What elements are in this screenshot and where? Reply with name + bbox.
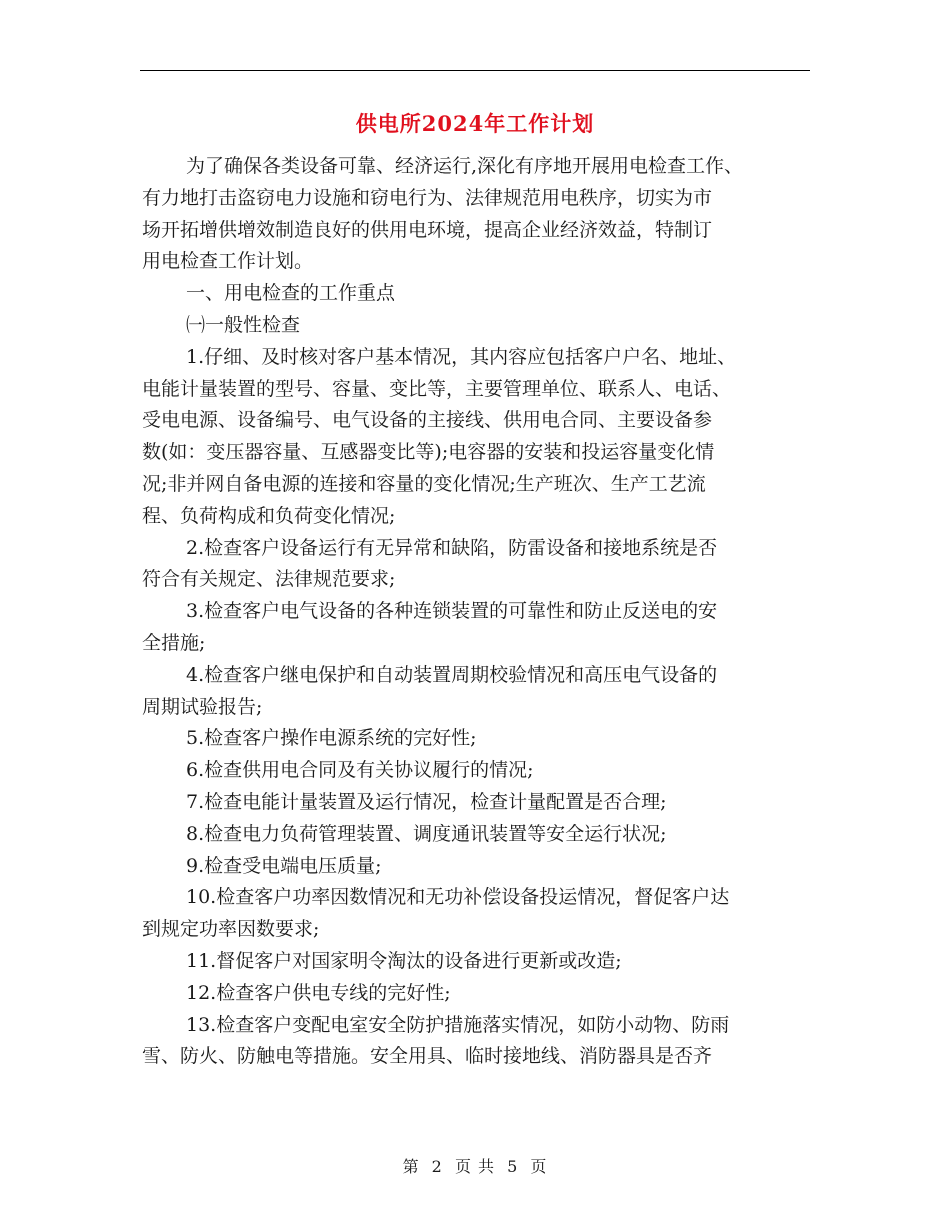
footer-prefix: 第: [402, 1157, 420, 1176]
text-line: ㈠一般性检查: [186, 313, 301, 336]
text-line: 数(如：变压器容量、互感器变比等);电容器的安装和投运容量变化情: [142, 441, 715, 464]
text-line: 1.仔细、及时核对客户基本情况，其内容应包括客户户名、地址、: [186, 345, 737, 368]
text-line: 10.检查客户功率因数情况和无功补偿设备投运情况，督促客户达: [186, 886, 730, 909]
text-line: 况;非并网自备电源的连接和容量的变化情况;生产班次、生产工艺流: [142, 472, 706, 495]
text-line: 9.检查受电端电压质量;: [186, 854, 382, 877]
footer-current-page: 2: [431, 1157, 443, 1176]
text-line: 13.检查客户变配电室安全防护措施落实情况，如防小动物、防雨: [186, 1013, 730, 1036]
text-line: 3.检查客户电气设备的各种连锁装置的可靠性和防止反送电的安: [186, 600, 718, 623]
document-title: 供电所2024年工作计划: [355, 111, 595, 136]
text-line: 全措施;: [142, 631, 206, 654]
text-line: 用电检查工作计划。: [142, 250, 314, 273]
text-line: 符合有关规定、法律规范要求;: [142, 568, 396, 591]
text-line: 6.检查供用电合同及有关协议履行的情况;: [186, 759, 534, 782]
text-line: 11.督促客户对国家明令淘汰的设备进行更新或改造;: [186, 949, 622, 972]
text-line: 受电电源、设备编号、电气设备的主接线、供用电合同、主要设备参: [142, 409, 713, 432]
text-line: 场开拓增供增效制造良好的供用电环境，提高企业经济效益，特制订: [142, 218, 713, 241]
text-line: 程、负荷构成和负荷变化情况;: [142, 504, 396, 527]
text-line: 4.检查客户继电保护和自动装置周期校验情况和高压电气设备的: [186, 663, 718, 686]
text-line: 周期试验报告;: [142, 695, 263, 718]
text-line: 2.检查客户设备运行有无异常和缺陷，防雷设备和接地系统是否: [186, 536, 718, 559]
document-body: [142, 151, 810, 1073]
footer-suffix: 页: [530, 1157, 548, 1176]
text-line: 电能计量装置的型号、容量、变比等，主要管理单位、联系人、电话、: [142, 377, 732, 400]
footer-mid: 页 共: [454, 1157, 496, 1176]
text-line: 12.检查客户供电专线的完好性;: [186, 981, 451, 1004]
text-line: 为了确保各类设备可靠、经济运行,深化有序地开展用电检查工作、: [186, 155, 744, 177]
footer-total-pages: 5: [507, 1157, 519, 1176]
text-line: 雪、防火、防触电等措施。安全用具、临时接地线、消防器具是否齐: [142, 1045, 713, 1068]
text-line: 7.检查电能计量装置及运行情况，检查计量配置是否合理;: [186, 790, 667, 813]
text-line: 一、用电检查的工作重点: [186, 282, 396, 305]
text-line: 5.检查客户操作电源系统的完好性;: [186, 727, 477, 750]
header-rule: [140, 70, 810, 71]
text-line: 8.检查电力负荷管理装置、调度通讯装置等安全运行状况;: [186, 822, 667, 845]
text-line: 到规定功率因数要求;: [142, 918, 320, 941]
text-line: 有力地打击盗窃电力设施和窃电行为、法律规范用电秩序，切实为市: [142, 186, 713, 209]
page-footer: [0, 1154, 950, 1177]
